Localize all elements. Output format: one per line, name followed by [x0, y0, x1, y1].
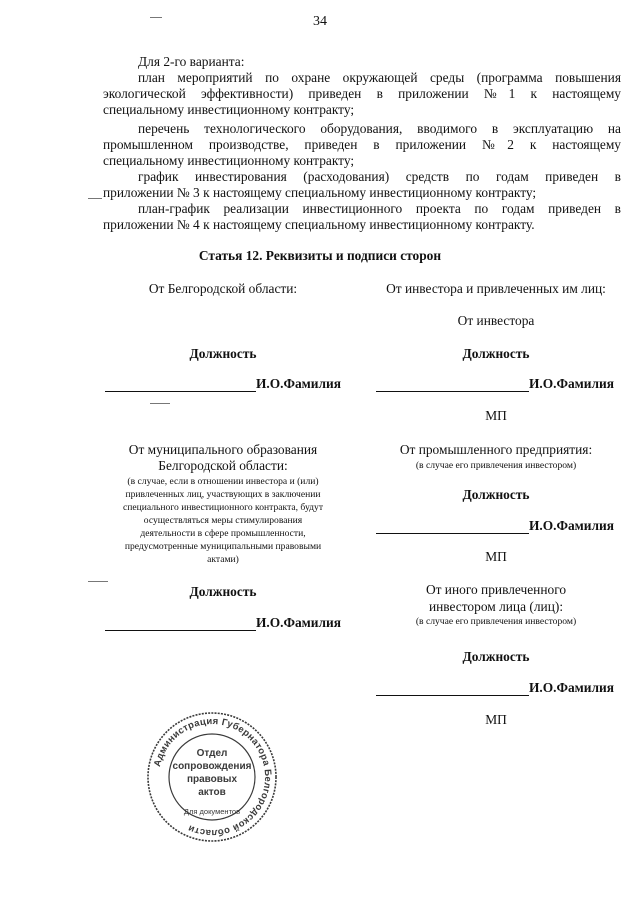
item4-line1: план-график реализации инвестиционного проекта по годам приведен в — [138, 201, 621, 216]
left-party2-line1: От муниципального образования — [128, 442, 318, 457]
right-party2-note: (в случае его привлечения инвестором) — [415, 460, 577, 471]
right-party2-label: От промышленного предприятия: — [399, 442, 593, 457]
note-line: предусмотренные муниципальными правовыми — [124, 541, 322, 552]
right-name1: И.О.Фамилия — [528, 376, 614, 391]
stamp-graphic — [145, 710, 279, 844]
item2-line1: перечень технологического оборудования, вводимого в эксплуатацию на — [138, 121, 621, 136]
left-name1: И.О.Фамилия — [255, 376, 341, 391]
right-signature1 — [376, 376, 614, 392]
right-signature2 — [376, 518, 614, 534]
note-line: деятельности в сфере промышленности, — [140, 528, 306, 539]
right-signature3 — [376, 680, 614, 696]
left-party2-note — [100, 475, 346, 566]
note-line: специального инвестиционного контракта, будут — [122, 502, 324, 513]
left-signature2 — [105, 615, 341, 631]
right-party3-note: (в случае его привлечения инвестором) — [415, 616, 577, 627]
right-party3-line2: инвестором лица (лиц): — [428, 599, 564, 614]
right-position3: Должность — [462, 649, 530, 664]
right-mp3: МП — [485, 712, 507, 727]
item2-line3: специальному инвестиционному контракту; — [103, 153, 355, 168]
scan-speck — [88, 198, 102, 199]
note-line: осуществляться меры стимулирования — [143, 515, 303, 526]
variant-heading: Для 2-го варианта: — [138, 54, 245, 69]
item1-line3: специальному инвестиционному контракту; — [103, 102, 355, 117]
right-party1-label: От инвестора и привлеченных им лиц: — [386, 281, 606, 296]
stamp-center-line3: правовых — [186, 774, 238, 785]
left-signature1 — [105, 376, 341, 392]
right-party3-line1: От иного привлеченного — [425, 582, 567, 597]
stamp-center-line1: Отдел — [196, 748, 228, 759]
stamp-bottom-text: Для документов — [183, 807, 241, 816]
right-mp1: МП — [485, 408, 507, 423]
note-line: (в случае, если в отношении инвестора и (или) — [127, 476, 319, 487]
right-name3: И.О.Фамилия — [528, 680, 614, 695]
item4-line2: приложении № 4 к настоящему специальному инвестиционному контракту. — [103, 217, 535, 232]
stamp-center-line2: сопровождения — [172, 761, 252, 772]
right-name2: И.О.Фамилия — [528, 518, 614, 533]
signature-line — [105, 617, 256, 631]
stamp-outer-text: Администрация Губернатора Белгородской области — [152, 715, 274, 839]
scan-speck — [150, 403, 170, 404]
signature-line — [376, 520, 529, 534]
item1-line1: план мероприятий по охране окружающей среды (программа повышения — [138, 70, 621, 85]
left-position2: Должность — [189, 584, 257, 599]
page-number: 34 — [313, 14, 327, 29]
left-party2-line2: Белгородской области: — [158, 458, 288, 473]
official-stamp — [145, 710, 279, 849]
left-party1-label: От Белгородской области: — [148, 281, 298, 296]
item1-line2: экологической эффективности) приведен в приложении №1 к настоящему — [103, 86, 621, 101]
signature-line — [376, 682, 529, 696]
note-line: привлеченных лиц, участвующих в заключении — [125, 489, 321, 500]
signature-line — [105, 378, 256, 392]
left-name2: И.О.Фамилия — [255, 615, 341, 630]
item3-line1: график инвестирования (расходования) средств по годам приведен в — [138, 169, 621, 184]
article-title: Статья 12. Реквизиты и подписи сторон — [198, 248, 442, 263]
item3-line2: приложении № 3 к настоящему специальному инвестиционному контракту; — [103, 185, 537, 200]
note-line: актами) — [207, 554, 239, 565]
signature-line — [376, 378, 529, 392]
scan-speck — [88, 581, 108, 582]
left-position1: Должность — [189, 346, 257, 361]
right-position1: Должность — [462, 346, 530, 361]
right-position2: Должность — [462, 487, 530, 502]
right-sub1-label: От инвестора — [457, 313, 535, 328]
stamp-center-line4: актов — [198, 787, 226, 798]
item2-line2: промышленном производстве, приведен в приложении №2 к настоящему — [103, 137, 621, 152]
right-mp2: МП — [485, 549, 507, 564]
scan-speck — [150, 17, 162, 18]
